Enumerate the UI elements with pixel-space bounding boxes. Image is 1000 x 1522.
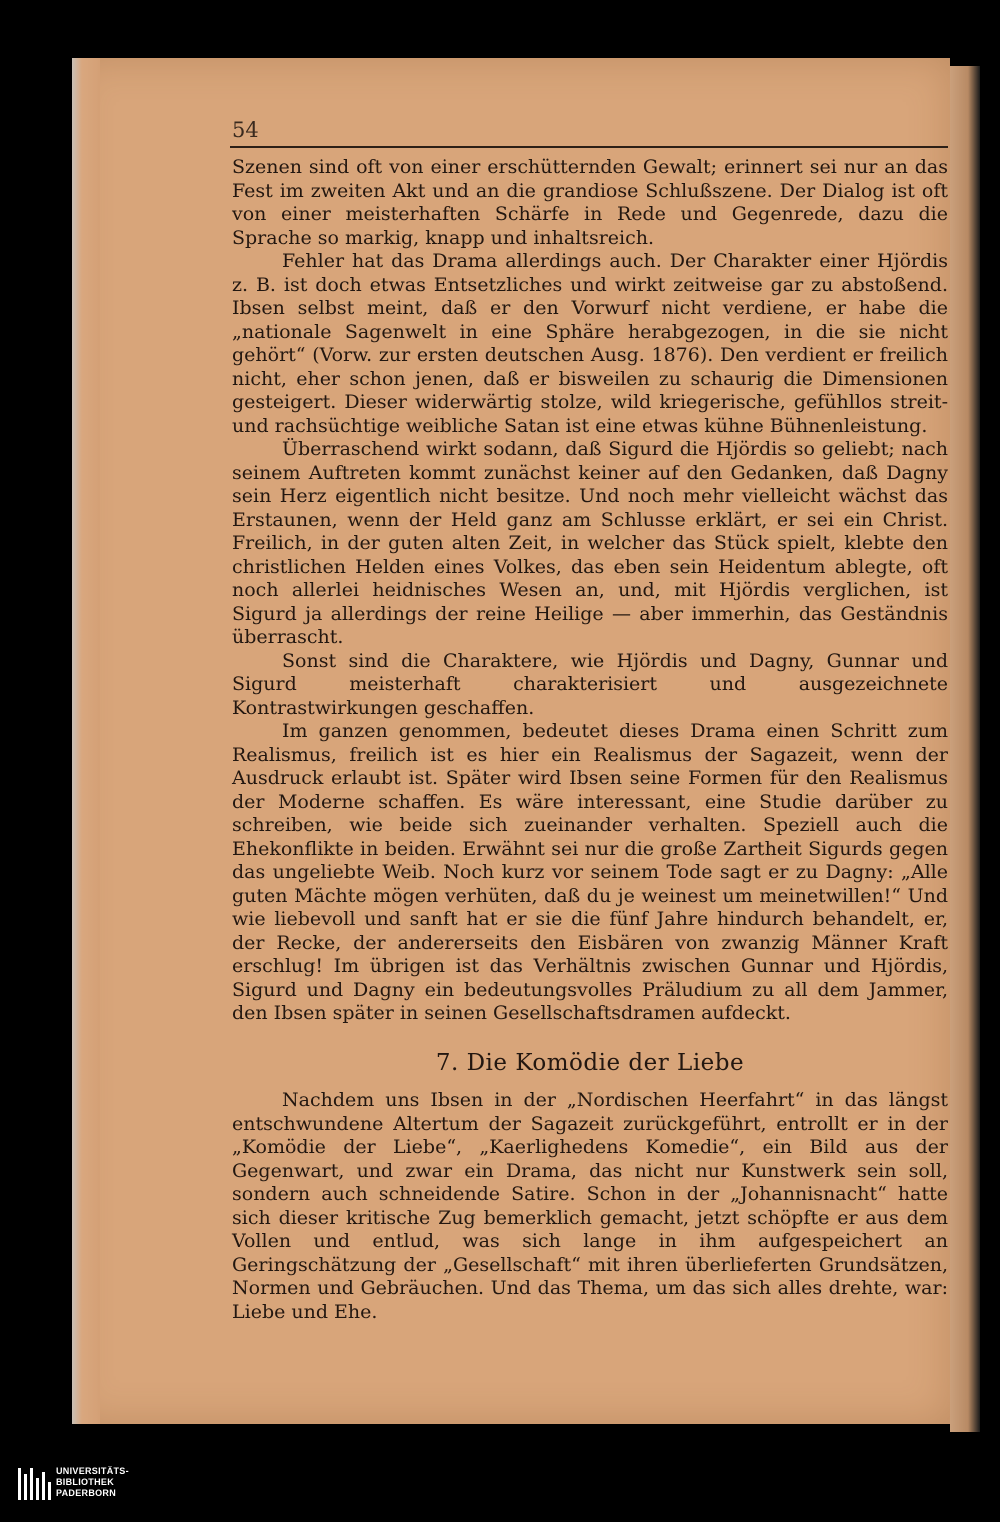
library-logo-icon bbox=[18, 1468, 52, 1500]
facing-page-edge bbox=[950, 66, 980, 1432]
logo-line: PADERBORN bbox=[56, 1488, 117, 1498]
page-binding-edge bbox=[72, 58, 100, 1424]
paragraph: Überraschend wirkt sodann, daß Sigurd die Hjördis so geliebt; nach seinem Auftreten kommt zunächst keiner auf den Gedanken, daß Dagny sein Herz eigentlich nicht besitze. Und noch mehr vielleicht wächst das Erstaunen, wenn der Held ganz am Schlusse erklärt, er sei ein Christ. Freilich, in der guten alten Zeit, in welcher das Stück spielt, klebte den christlichen Helden eines Volkes, das eben sein Heidentum ablegte, oft noch allerlei heidnisches Wesen an, und, mit Hjördis verglichen, ist Sigurd ja allerdings der reine Heilige — aber immerhin, das Geständnis überrascht. bbox=[232, 438, 948, 648]
body-text bbox=[232, 156, 948, 1324]
header-rule bbox=[230, 146, 948, 148]
paragraph: Nachdem uns Ibsen in der „Nordischen Heerfahrt“ in das längst entschwundene Altertum der Sagazeit zurückgeführt, entrollt er in der „Komödie der Liebe“, „Kaerlighedens Komedie“, ein Bild aus der Gegenwart, und zwar ein Drama, das nicht nur Kunstwerk sein soll, sondern auch schneidende Satire. Schon in der „Johannisnacht“ hatte sich dieser kritische Zug bemerklich gemacht, jetzt schöpfte er aus dem Vollen und entlud, was sich lange in ihm aufgespeichert an Geringschätzung der „Gesellschaft“ mit ihren überlieferten Grundsätzen, Normen und Gebräuchen. Und das Thema, um das sich alles drehte, war: Liebe und Ehe. bbox=[232, 1089, 948, 1323]
paragraph: Im ganzen genommen, bedeutet dieses Drama einen Schritt zum Realismus, freilich ist es hier ein Realismus der Sagazeit, wenn der Ausdruck erlaubt ist. Später wird Ibsen seine Formen für den Realismus der Moderne schaffen. Es wäre interessant, eine Studie darüber zu schreiben, wie beide sich zueinander verhalten. Speziell auch die Ehekonflikte in beiden. Erwähnt sei nur die große Zartheit Sigurds gegen das ungeliebte Weib. Noch kurz vor seinem Tode sagt er zu Dagny: „Alle guten Mächte mögen verhüten, daß du je weinest um meinetwillen!“ Und wie liebevoll und sanft hat er sie die fünf Jahre hindurch behandelt, er, der Recke, der andererseits den Eisbären von zwanzig Männer Kraft erschlug! Im übrigen ist das Verhältnis zwischen Gunnar und Hjördis, Sigurd und Dagny ein bedeutungsvolles Präludium zu all dem Jammer, den Ibsen später in seinen Gesellschaftsdramen aufdeckt. bbox=[232, 720, 948, 1024]
logo-line: BIBLIOTHEK bbox=[56, 1477, 114, 1487]
library-logo-text bbox=[56, 1466, 129, 1499]
page-number: 54 bbox=[232, 118, 259, 142]
paragraph: Szenen sind oft von einer erschütternden Gewalt; erinnert sei nur an das Fest im zweiten Akt und an die grandiose Schlußszene. Der Dialog ist oft von einer meisterhaften Schärfe in Rede und Gegenrede, dazu die Sprache so markig, knapp und inhaltsreich. bbox=[232, 156, 948, 249]
section-title: 7. Die Komödie der Liebe bbox=[435, 1049, 745, 1076]
paragraph: Fehler hat das Drama allerdings auch. Der Charakter einer Hjördis z. B. ist doch etwas Entsetzliches und wirkt zeitweise gar zu abstoßend. Ibsen selbst meint, daß er den Vorwurf nicht verdiene, er habe die „nationale Sagenwelt in eine Sphäre herabgezogen, in die sie nicht gehört“ (Vorw. zur ersten deutschen Ausg. 1876). Den verdient er freilich nicht, eher schon jenen, daß er bisweilen zu schaurig die Dimensionen gesteigert. Dieser widerwärtig stolze, wild kriegerische, gefühllos streit- und rachsüchtige weibliche Satan ist eine etwas kühne Bühnenleistung. bbox=[232, 250, 948, 437]
library-logo bbox=[18, 1466, 138, 1506]
paragraph: Sonst sind die Charaktere, wie Hjördis und Dagny, Gunnar und Sigurd meisterhaft charakterisiert und ausgezeichnete Kontrastwirkungen geschaffen. bbox=[232, 649, 948, 719]
logo-line: UNIVERSITÄTS- bbox=[56, 1466, 129, 1476]
